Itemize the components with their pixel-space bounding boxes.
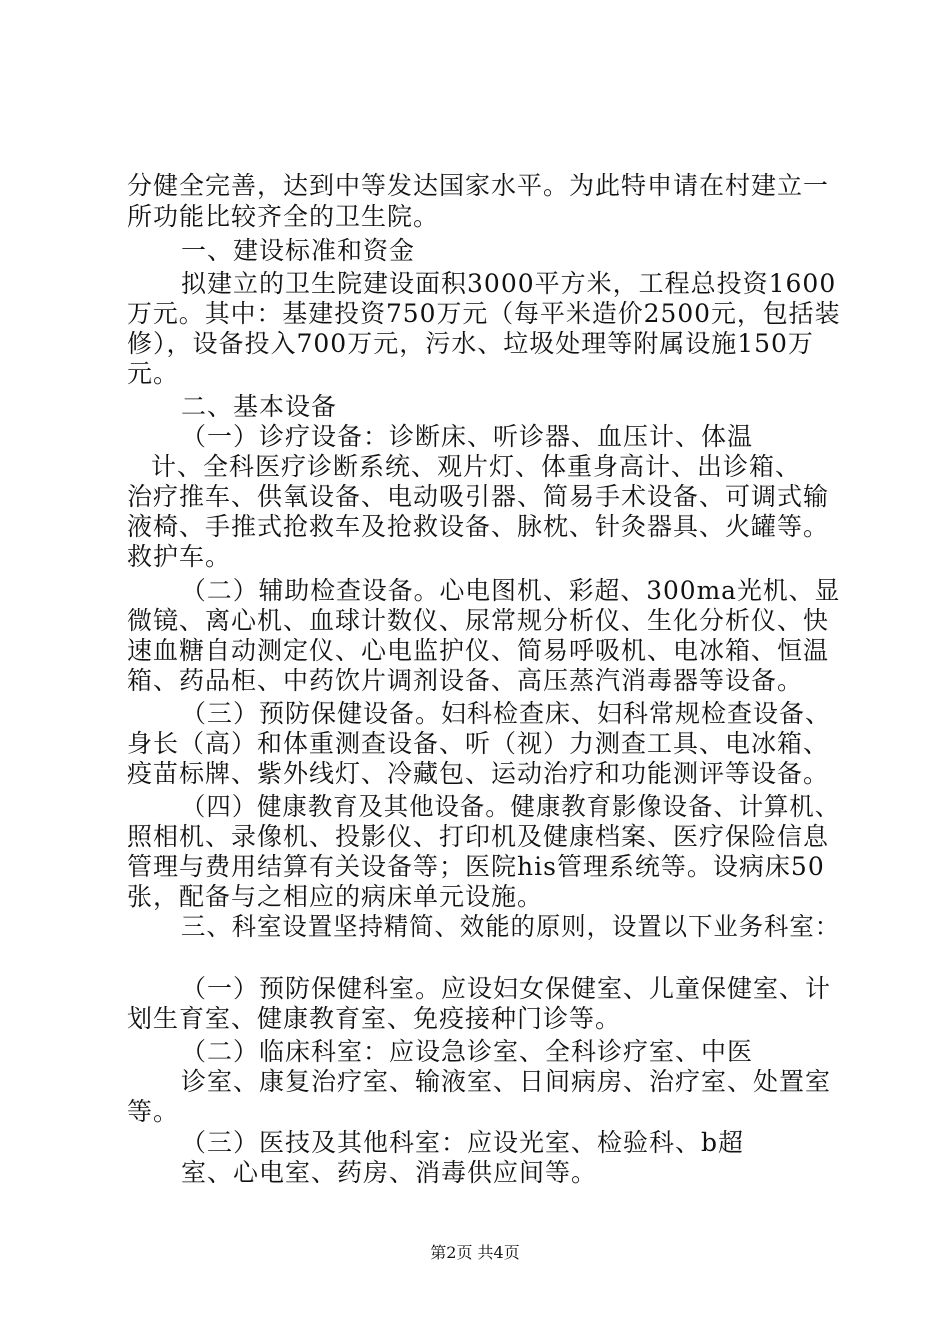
text-line: 管理与费用结算有关设备等；医院his管理系统等。设病床50 [127, 852, 825, 881]
text-line: 救护车。 [127, 542, 232, 571]
text-line: 速血糖自动测定仪、心电监护仪、简易呼吸机、电冰箱、恒温 [127, 636, 830, 665]
text-line: 二、基本设备 [181, 392, 338, 421]
text-line: （二）辅助检查设备。心电图机、彩超、300ma光机、显 [181, 576, 841, 605]
text-line: （二）临床科室：应设急诊室、全科诊疗室、中医 [181, 1037, 754, 1066]
text-line: 箱、药品柜、中药饮片调剂设备、高压蒸汽消毒器等设备。 [127, 666, 804, 695]
text-line: 元。 [127, 359, 180, 388]
text-line: （三）预防保健设备。妇科检查床、妇科常规检查设备、 [181, 699, 832, 728]
text-line: 疫苗标牌、紫外线灯、冷藏包、运动治疗和功能测评等设备。 [127, 759, 830, 788]
page-footer: 第2页 共4页 [430, 1243, 520, 1262]
text-line: 计、全科医疗诊断系统、观片灯、体重身高计、出诊箱、 [151, 452, 802, 481]
text-line: 拟建立的卫生院建设面积3000平方米，工程总投资1600 [181, 269, 837, 298]
text-line: 三、科室设置坚持精简、效能的原则，设置以下业务科室： [181, 912, 841, 941]
text-line: （四）健康教育及其他设备。健康教育影像设备、计算机、 [181, 792, 841, 821]
text-line: 分健全完善，达到中等发达国家水平。为此特申请在村建立一 [127, 171, 830, 200]
text-line: 一、建设标准和资金 [181, 236, 416, 265]
text-line: （一）预防保健科室。应设妇女保健室、儿童保健室、计 [181, 974, 832, 1003]
text-line: 修），设备投入700万元，污水、垃圾处理等附属设施150万 [127, 329, 814, 358]
text-line: 室、心电室、药房、消毒供应间等。 [181, 1158, 598, 1187]
text-line: 微镜、离心机、血球计数仪、尿常规分析仪、生化分析仪、快 [127, 606, 830, 635]
text-line: 液椅、手推式抢救车及抢救设备、脉枕、针灸器具、火罐等。 [127, 512, 830, 541]
text-line: 身长（高）和体重测查设备、听（视）力测查工具、电冰箱、 [127, 729, 830, 758]
text-line: 诊室、康复治疗室、输液室、日间病房、治疗室、处置室 [181, 1067, 832, 1096]
text-line: 所功能比较齐全的卫生院。 [127, 202, 440, 231]
text-line: （三）医技及其他科室：应设光室、检验科、b超 [181, 1128, 745, 1157]
text-line: 张，配备与之相应的病床单元设施。 [127, 882, 544, 911]
text-line: 万元。其中：基建投资750万元（每平米造价2500元，包括装 [127, 299, 841, 328]
text-line: 划生育室、健康教育室、免疫接种门诊等。 [127, 1004, 622, 1033]
text-line: 等。 [127, 1097, 180, 1126]
text-line: （一）诊疗设备：诊断床、听诊器、血压计、体温 [181, 422, 754, 451]
text-line: 照相机、录像机、投影仪、打印机及健康档案、医疗保险信息 [127, 822, 830, 851]
text-line: 治疗推车、供氧设备、电动吸引器、简易手术设备、可调式输 [127, 482, 830, 511]
